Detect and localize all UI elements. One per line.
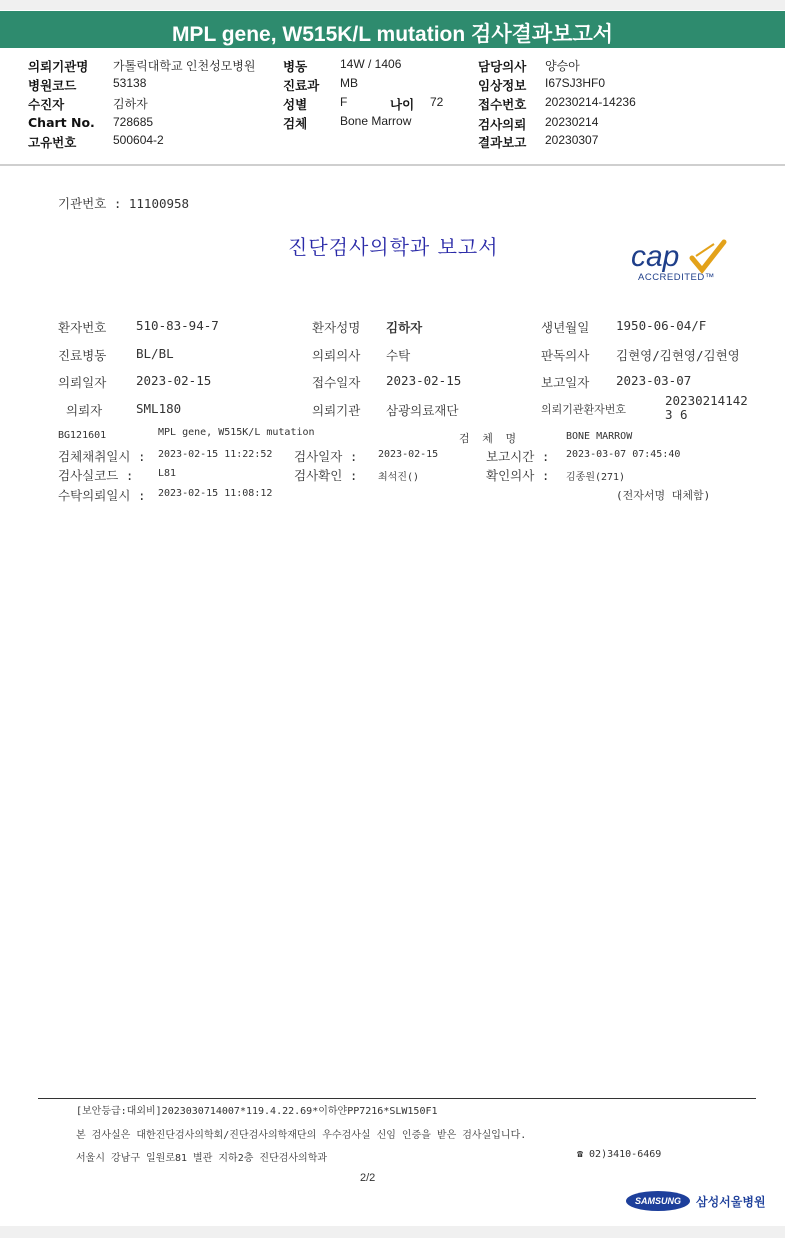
info-value: 728685 xyxy=(113,115,154,129)
accreditation-notice: 본 검사실은 대한진단검사의학회/진단검사의학재단의 우수검사실 신임 인증을 받은 검사실입니다. xyxy=(76,1130,527,1141)
info-label: 의뢰기관명 xyxy=(28,59,89,74)
grid-value: 510-83-94-7 xyxy=(136,318,219,333)
grid-value: 2023-02-15 xyxy=(136,373,212,388)
info-value: 20230214 xyxy=(545,115,599,129)
grid-label: 의뢰자 xyxy=(66,403,103,418)
info-label: 고유번호 xyxy=(28,135,77,150)
grid-value: 김하자 xyxy=(386,320,423,335)
checkmark-icon xyxy=(688,238,728,274)
info-label: 검사의뢰 xyxy=(478,117,527,132)
grid-label: 의뢰기관 xyxy=(312,403,361,418)
info-value: Bone Marrow xyxy=(340,114,412,128)
specimen-value: BONE MARROW xyxy=(566,431,633,442)
report-title: 진단검사의학과 보고서 xyxy=(288,235,499,259)
signature-note: (전자서명 대체함) xyxy=(616,489,711,502)
info-value: 김하자 xyxy=(113,97,148,111)
test-code: BG121601 xyxy=(58,430,107,441)
footer-divider xyxy=(38,1098,756,1099)
test-name: MPL gene, W515K/L mutation xyxy=(158,427,315,438)
institution-number: 기관번호 : 11100958 xyxy=(58,196,190,211)
grid-value: BL/BL xyxy=(136,346,174,361)
info-label: Chart No. xyxy=(28,115,95,130)
grid-value: SML180 xyxy=(136,401,182,416)
samsung-logo: SAMSUNG xyxy=(626,1191,690,1211)
grid-value: 삼광의료재단 xyxy=(386,403,459,418)
info-label: 성별 xyxy=(283,97,308,112)
detail-value: 2023-02-15 xyxy=(378,449,439,460)
detail-value: 2023-02-15 11:22:52 xyxy=(158,449,273,460)
hospital-name: 삼성서울병원 xyxy=(696,1195,766,1209)
info-value: MB xyxy=(340,76,358,90)
grid-label: 진료병동 xyxy=(58,348,107,363)
grid-value: 2023-02-15 xyxy=(386,373,462,388)
detail-label: 확인의사 : xyxy=(486,468,550,483)
detail-value: 2023-02-15 11:08:12 xyxy=(158,488,273,499)
grid-value: 1950-06-04/F xyxy=(616,318,707,333)
grid-label: 접수일자 xyxy=(312,375,361,390)
lab-address: 서울시 강남구 일원로81 별관 지하2층 진단검사의학과 xyxy=(76,1153,328,1164)
info-label: 병동 xyxy=(283,59,308,74)
detail-label: 보고시간 : xyxy=(486,449,550,464)
grid-label: 의뢰일자 xyxy=(58,375,107,390)
detail-label: 검체채취일시 : xyxy=(58,449,146,464)
info-value: F xyxy=(340,95,348,109)
lab-phone: ☎ 02)3410-6469 xyxy=(577,1149,662,1160)
detail-value: 2023-03-07 07:45:40 xyxy=(566,449,681,460)
specimen-label: 검 체 명 xyxy=(459,432,520,445)
info-label: 접수번호 xyxy=(478,97,527,112)
grid-label: 환자번호 xyxy=(58,320,107,335)
grid-value: 수탁 xyxy=(386,348,411,363)
detail-label: 수탁의뢰일시 : xyxy=(58,488,146,503)
info-label: 나이 xyxy=(390,97,415,112)
report-header-title: MPL gene, W515K/L mutation 검사결과보고서 xyxy=(171,23,614,46)
cap-logo-word: cap xyxy=(631,240,680,273)
detail-label: 검사일자 : xyxy=(294,449,358,464)
grid-label: 생년월일 xyxy=(541,320,590,335)
grid-label: 환자성명 xyxy=(312,320,361,335)
info-label: 수진자 xyxy=(28,97,65,112)
info-value: I67SJ3HF0 xyxy=(545,76,606,90)
patient-info-panel xyxy=(0,48,785,164)
info-value: 500604-2 xyxy=(113,133,164,147)
grid-label: 판독의사 xyxy=(541,348,590,363)
info-value: 53138 xyxy=(113,76,147,90)
info-value: 20230307 xyxy=(545,133,599,147)
info-label: 병원코드 xyxy=(28,78,77,93)
info-value: 가톨릭대학교 인천성모병원 xyxy=(113,59,256,73)
info-label: 담당의사 xyxy=(478,59,527,74)
grid-value: 김현영/김현영/김현영 xyxy=(616,348,740,363)
detail-label: 검사실코드 : xyxy=(58,468,134,483)
cap-accredited-logo xyxy=(628,238,733,288)
info-label: 결과보고 xyxy=(478,135,527,150)
detail-value: L81 xyxy=(158,468,177,479)
detail-label: 검사확인 : xyxy=(294,468,358,483)
detail-value: 최석진() xyxy=(378,472,420,483)
grid-value: 2023-03-07 xyxy=(616,373,692,388)
grid-label: 보고일자 xyxy=(541,375,590,390)
cap-accredited-text: ACCREDITED™ xyxy=(638,272,715,283)
grid-label: 의뢰기관환자번호 xyxy=(541,403,627,416)
grid-value: 202302141423 6 xyxy=(665,393,748,422)
page-number: 2/2 xyxy=(360,1172,376,1184)
info-value: 14W / 1406 xyxy=(340,57,402,71)
info-value: 72 xyxy=(430,95,444,109)
security-line: [보안등급:대외비]2023030714007*119.4.22.69*이하얀PP7216*SLW150F1 xyxy=(76,1106,438,1117)
info-value: 양승아 xyxy=(545,59,580,73)
bottom-strip xyxy=(0,1226,785,1238)
info-value: 20230214-14236 xyxy=(545,95,636,109)
info-label: 진료과 xyxy=(283,78,320,93)
info-label: 임상정보 xyxy=(478,78,527,93)
grid-label: 의뢰의사 xyxy=(312,348,361,363)
detail-value: 김종원(271) xyxy=(566,472,626,483)
info-label: 검체 xyxy=(283,116,308,131)
report-title-bar xyxy=(0,10,785,50)
